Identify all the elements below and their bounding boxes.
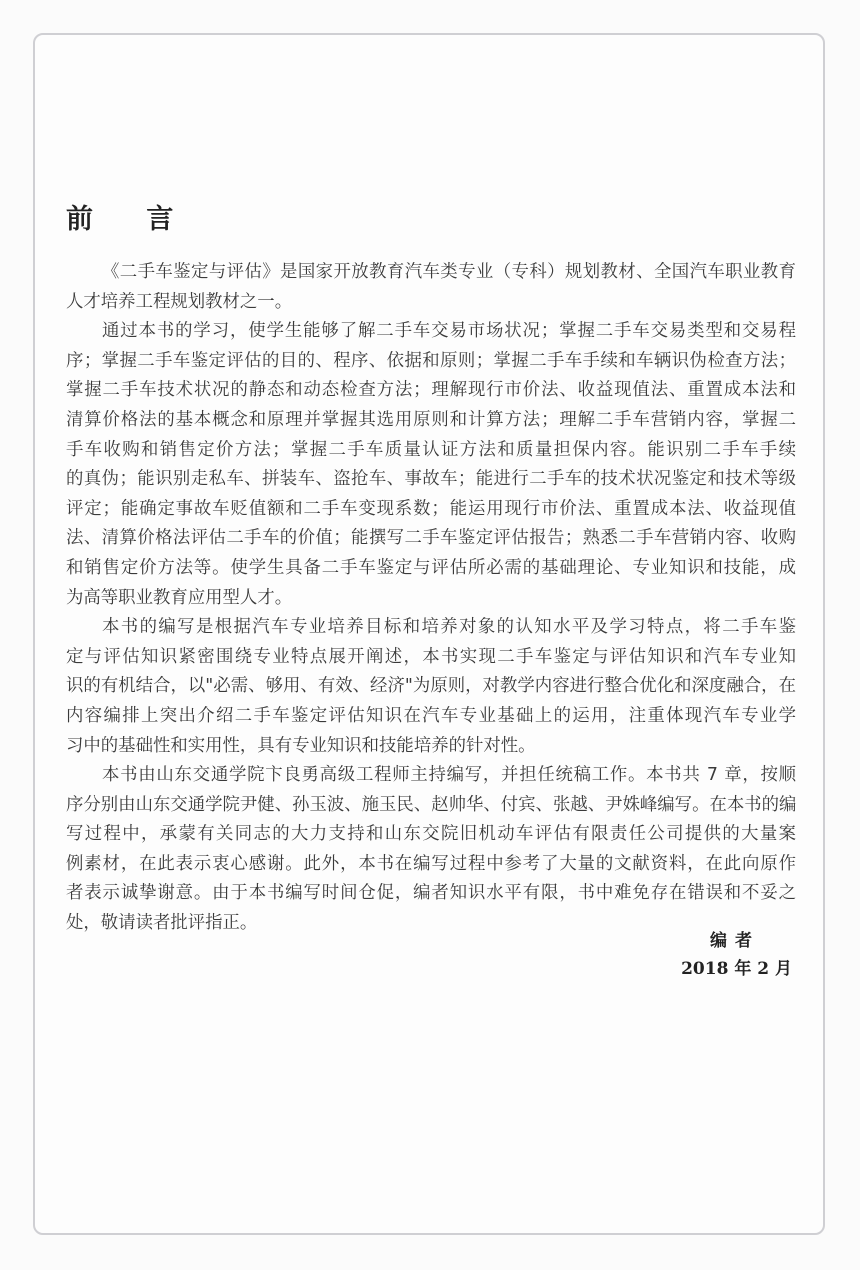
paragraph-line: 处，敬请读者批评指正。 <box>66 913 258 934</box>
paragraph-line: 法、清算价格法评估二手车的价值；能撰写二手车鉴定评估报告；熟悉二手车营销内容、收购 <box>66 528 796 549</box>
paragraph-line: 人才培养工程规划教材之一。 <box>66 291 293 312</box>
paragraph-line: 例素材，在此表示衷心感谢。此外，本书在编写过程中参考了大量的文献资料，在此向原作 <box>66 853 796 874</box>
paragraph-line: 内容编排上突出介绍二手车鉴定评估知识在汽车专业基础上的运用，注重体现汽车专业学 <box>66 705 796 726</box>
paragraph-line: 本书的编写是根据汽车专业培养目标和培养对象的认知水平及学习特点，将二手车鉴 <box>102 617 796 638</box>
page-title: 前 言 <box>66 204 196 235</box>
paragraph-line: 为高等职业教育应用型人才。 <box>66 587 293 608</box>
paragraph-line: 《二手车鉴定与评估》是国家开放教育汽车类专业（专科）规划教材、全国汽车职业教育 <box>102 262 796 282</box>
paragraph-line: 和销售定价方法等。使学生具备二手车鉴定与评估所必需的基础理论、专业知识和技能，成 <box>66 557 796 578</box>
paragraph-line: 序；掌握二手车鉴定评估的目的、程序、依据和原则；掌握二手车手续和车辆识伪检查方法； <box>66 350 796 371</box>
paragraph-line: 序分别由山东交通学院尹健、孙玉波、施玉民、赵帅华、付宾、张越、尹姝峰编写。在本书的编 <box>66 794 796 815</box>
signature-editor: 编者 <box>710 931 760 951</box>
paragraph-line: 写过程中，承蒙有关同志的大力支持和山东交院旧机动车评估有限责任公司提供的大量案 <box>66 824 796 845</box>
paragraph-line: 识的有机结合，以"必需、够用、有效、经济"为原则，对教学内容进行整合优化和深度融合，在 <box>66 676 796 697</box>
paragraph-line: 评定；能确定事故车贬值额和二手车变现系数；能运用现行市价法、重置成本法、收益现值 <box>66 498 796 519</box>
paragraph-line: 习中的基础性和实用性，具有专业知识和技能培养的针对性。 <box>66 735 536 756</box>
paragraph <box>66 317 796 613</box>
paragraph-line: 通过本书的学习，使学生能够了解二手车交易市场状况；掌握二手车交易类型和交易程 <box>102 321 796 342</box>
paragraph-line: 清算价格法的基本概念和原理并掌握其选用原则和计算方法；理解二手车营销内容，掌握二 <box>66 409 796 430</box>
paragraph-line: 本书由山东交通学院卞良勇高级工程师主持编写，并担任统稿工作。本书共 7 章，按顺 <box>102 765 796 786</box>
signature-block <box>681 927 792 983</box>
paragraph <box>66 761 796 939</box>
paragraph-line: 掌握二手车技术状况的静态和动态检查方法；理解现行市价法、收益现值法、重置成本法和 <box>66 380 796 401</box>
paragraph <box>66 258 796 317</box>
paragraph-line: 的真伪；能识别走私车、拼装车、盗抢车、事故车；能进行二手车的技术状况鉴定和技术等级 <box>66 469 796 490</box>
paragraph-line: 定与评估知识紧密围绕专业特点展开阐述，本书实现二手车鉴定与评估知识和汽车专业知 <box>66 646 796 667</box>
paragraph-line: 者表示诚挚谢意。由于本书编写时间仓促，编者知识水平有限，书中难免存在错误和不妥之 <box>66 883 796 904</box>
paragraph-line: 手车收购和销售定价方法；掌握二手车质量认证方法和质量担保内容。能识别二手车手续 <box>66 439 796 460</box>
signature-date: 2018 年 2 月 <box>681 959 792 979</box>
paragraph <box>66 613 796 761</box>
preface-body <box>66 258 796 939</box>
